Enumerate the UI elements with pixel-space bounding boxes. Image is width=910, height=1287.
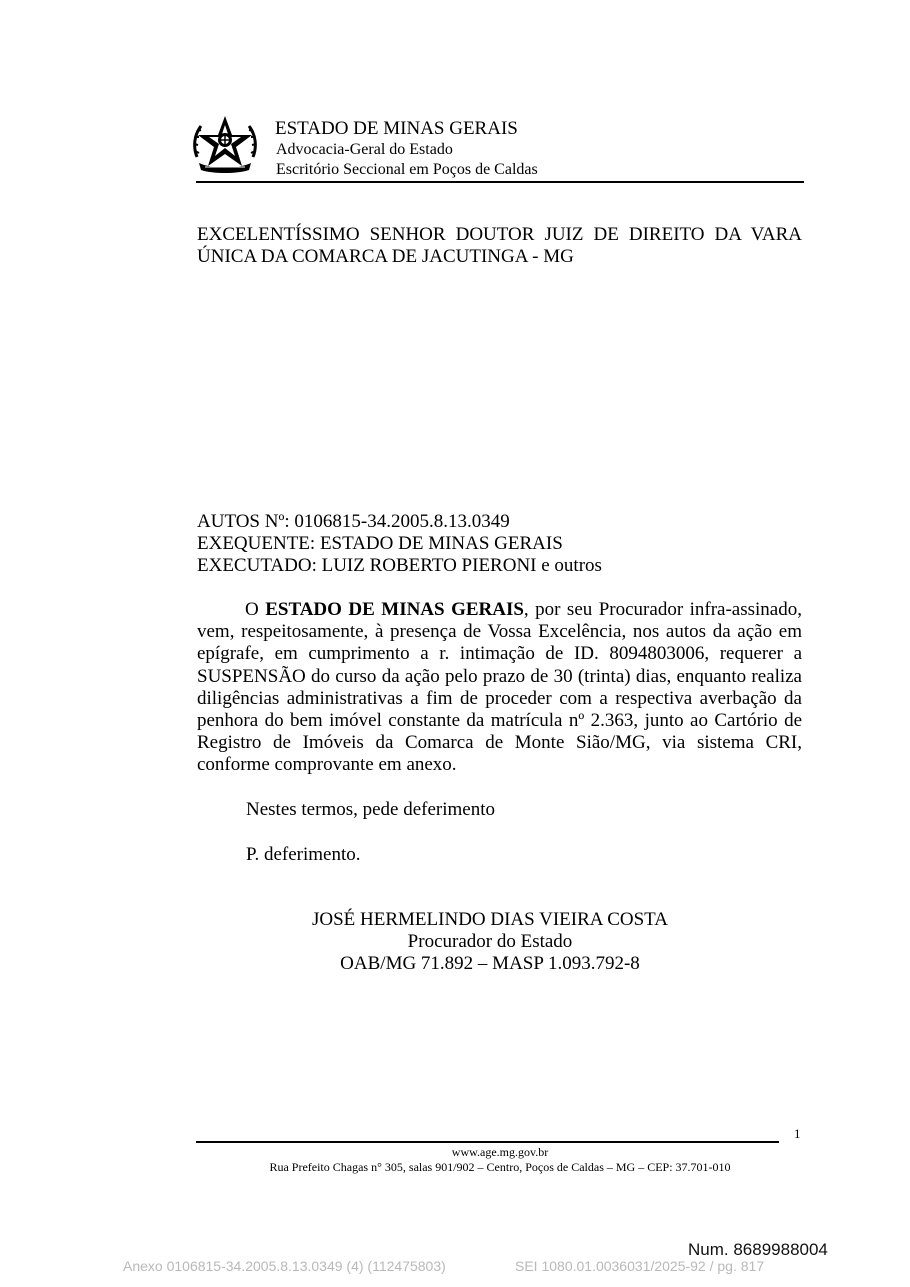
document-number-stamp: Num. 8689988004 — [688, 1240, 828, 1259]
page-number: 1 — [794, 1126, 801, 1141]
case-info — [197, 511, 802, 577]
petition-body — [197, 599, 802, 777]
signer-registration: OAB/MG 71.892 – MASP 1.093.792-8 — [340, 953, 640, 974]
body-text: , por seu Procurador infra-assinado, vem, respeitosamente, à presença de Vossa Excelência, nos autos da ação em epígrafe, em cumprimento a r. intimação de ID. 8094803006, requerer a SUSPENSÃO do curso da ação pelo prazo de 30 (trinta) dias, enquanto realiza diligências administrativas a fim de proceder com a respectiva averbação da penhora do bem imóvel constante da matrícula nº 2.363, junto ao Cartório de Registro de Imóveis da Comarca de Monte Sião/MG, via sistema CRI, conforme comprovante em anexo. — [197, 599, 802, 776]
closing-deferment: P. deferimento. — [246, 844, 361, 865]
header-state: ESTADO DE MINAS GERAIS — [275, 118, 518, 139]
body-party-name: ESTADO DE MINAS GERAIS — [265, 599, 524, 620]
header-agency: Advocacia-Geral do Estado — [276, 141, 453, 158]
anexo-stamp: Anexo 0106815-34.2005.8.13.0349 (4) (112475803) — [123, 1258, 446, 1274]
case-number: AUTOS Nº: 0106815-34.2005.8.13.0349 — [197, 511, 510, 532]
addressee-line-2: ÚNICA DA COMARCA DE JACUTINGA - MG — [197, 246, 574, 267]
signature-block — [290, 909, 690, 975]
addressee-line-1: EXCELENTÍSSIMO SENHOR DOUTOR JUIZ DE DIREITO DA VARA — [197, 224, 802, 245]
closing-request: Nestes termos, pede deferimento — [246, 799, 496, 820]
addressee — [197, 224, 802, 268]
minas-gerais-coat-of-arms-icon — [191, 113, 259, 175]
case-executado: EXECUTADO: LUIZ ROBERTO PIERONI e outros — [197, 555, 602, 576]
case-exequente: EXEQUENTE: ESTADO DE MINAS GERAIS — [197, 533, 563, 554]
body-prefix: O — [245, 599, 266, 620]
footer-address: Rua Prefeito Chagas n° 305, salas 901/902 – Centro, Poços de Caldas – MG – CEP: 37.701-010 — [269, 1160, 731, 1174]
signer-role: Procurador do Estado — [407, 931, 573, 952]
footer-website: www.age.mg.gov.br — [451, 1145, 549, 1159]
sei-stamp: SEI 1080.01.0036031/2025-92 / pg. 817 — [515, 1258, 765, 1274]
signer-name: JOSÉ HERMELINDO DIAS VIEIRA COSTA — [312, 909, 668, 930]
footer-divider — [196, 1141, 779, 1143]
header-office: Escritório Seccional em Poços de Caldas — [276, 161, 538, 178]
header-divider — [196, 181, 804, 183]
